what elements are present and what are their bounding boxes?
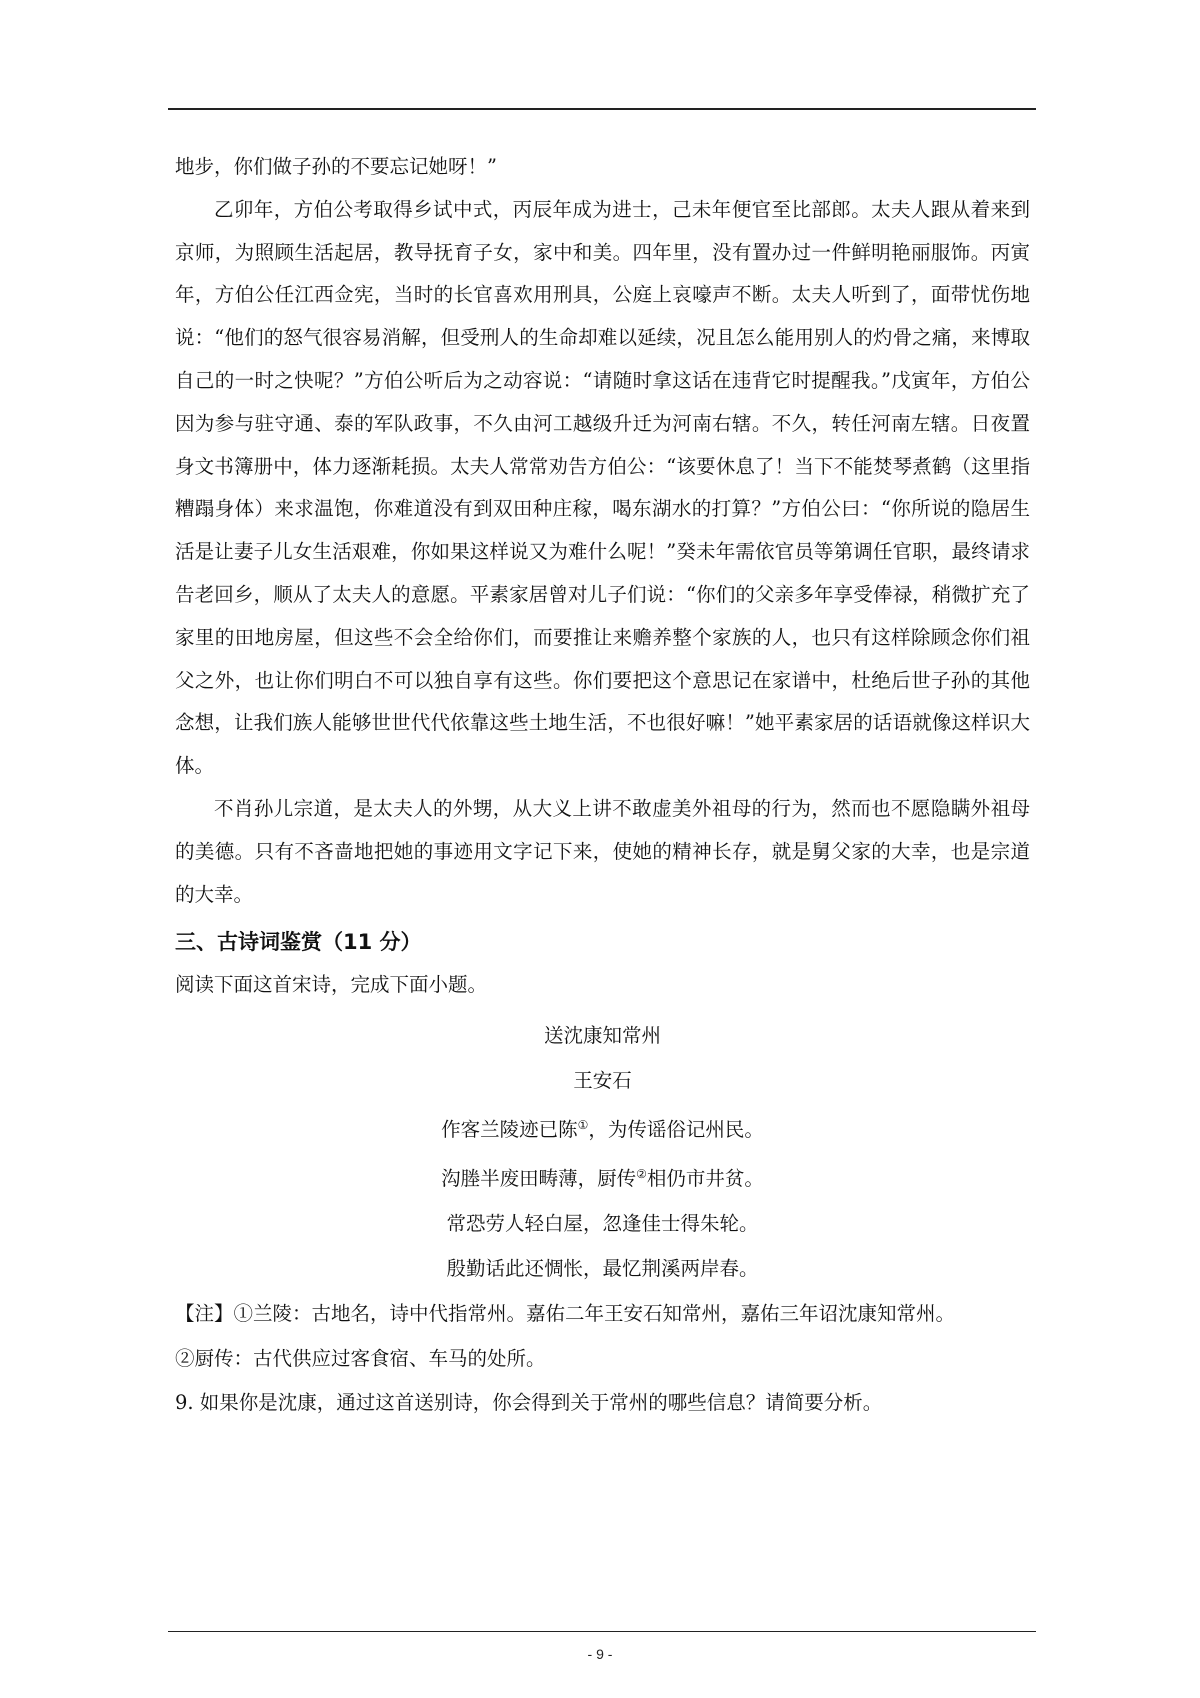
poem-line-text: ，为传谣俗记州民。 [588,1118,764,1142]
poem-line: 常恐劳人轻白屋，忽逢佳士得朱轮。 [446,1212,759,1236]
poem-note: ②厨传：古代供应过客食宿、车马的处所。 [175,1346,546,1370]
poem-line-text: 作客兰陵迹已陈 [441,1118,578,1142]
section-instruction: 阅读下面这首宋诗，完成下面小题。 [175,973,488,997]
question-9: 9. 如果你是沈康，通过这首送别诗，你会得到关于常州的哪些信息？请简要分析。 [175,1390,883,1414]
poem-note: 【注】①兰陵：古地名，诗中代指常州。嘉佑二年王安石知常州，嘉佑三年诏沈康知常州。 [175,1302,956,1326]
passage-paragraph: 乙卯年，方伯公考取得乡试中式，丙辰年成为进士，己未年便官至比部郎。太夫人跟从着来到京师，为照顾生活起居，教导抚育子女，家中和美。四年里，没有置办过一件鲜明艳丽服饰。丙寅年，方伯公任江西佥宪，当时的长官喜欢用刑具，公庭上哀嚎声不断。太夫人听到了，面带忧伤地说：“他们的怒气很容易消解，但受刑人的生命却难以延续，况且怎么能用别人的灼骨之痛，来博取自己的一时之快呢？”方伯公听后为之动容说：“请随时拿这话在违背它时提醒我。”戊寅年，方伯公因为参与驻守通、泰的军队政事，不久由河工越级升迁为河南右辖。不久，转任河南左辖。日夜置身文书簿册中，体力逐渐耗损。太夫人常常劝告方伯公：“该要休息了！当下不能焚琴煮鹤（这里指糟蹋身体）来求温饱，你难道没有到双田种庄稼，喝东湖水的打算？”方伯公曰：“你所说的隐居生活是让妻子儿女生活艰难，你如果这样说又为难什么呢！”癸未年需依官员等第调任官职，最终请求告老回乡，顺从了太夫人的意愿。平素家居曾对儿子们说：“你们的父亲多年享受俸禄，稍微扩充了家里的田地房屋，但这些不会全给你们，而要推让来赡养整个家族的人，也只有这样除顾念你们祖父之外，也让你们明白不可以独自享有这些。你们要把这个意思记在家谱中，杜绝后世子孙的其他念想，让我们族人能够世世代代依靠这些土地生活，不也很好嘛！”她平素家居的话语就像这样识大体。 [175,197,1030,778]
poem-title: 送沈康知常州 [543,1024,661,1048]
footnote-marker: ① [577,1118,589,1133]
passage-paragraph-continued: 地步，你们做子孙的不要忘记她呀！” [175,155,497,178]
footnote-marker: ② [636,1167,647,1182]
page-content [175,146,1030,1425]
passage-paragraph: 不肖孙儿宗道，是太夫人的外甥，从大义上讲不敢虚美外祖母的行为，然而也不愿隐瞒外祖母的美德。只有不吝啬地把她的事迹用文字记下来，使她的精神长存，就是舅父家的大幸，也是宗道的大幸。 [175,796,1030,906]
page-number: - 9 - [587,1646,613,1662]
poem-line-text: 相仍市井贫。 [646,1167,764,1191]
poem-line [175,1152,1030,1201]
poem-author: 王安石 [573,1069,632,1093]
poem-line-text: 沟塍半废田畴薄，厨传 [441,1167,637,1191]
poem-line: 殷勤话此还惆怅，最忆荆溪两岸春。 [446,1257,759,1281]
footer-rule [168,1631,1036,1632]
poem-line [175,1103,1030,1152]
header-rule [168,108,1036,110]
section-title: 三、古诗词鉴赏（11 分） [175,930,422,955]
